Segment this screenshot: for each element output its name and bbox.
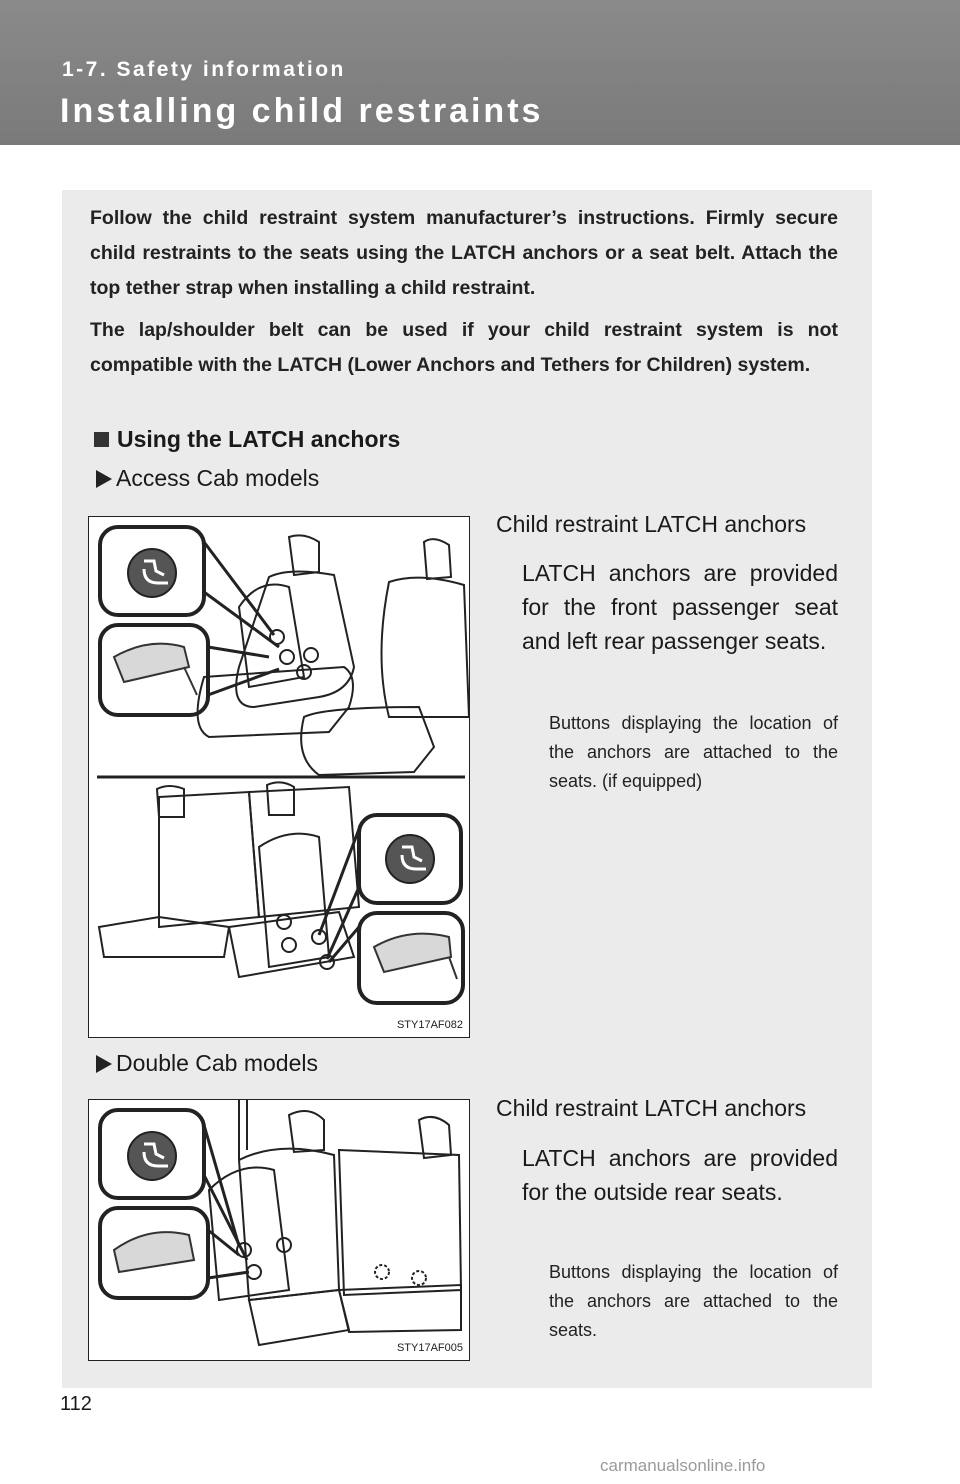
- page-number: 112: [60, 1393, 92, 1415]
- double-cab-seat-illustration: [89, 1100, 469, 1360]
- access-cab-figure: [88, 516, 470, 1038]
- section-label: 1-7. Safety information: [62, 58, 346, 81]
- intro-paragraph: Follow the child restraint system manufacturer’s instructions. Firmly secure child restraints to the seats using the LATCH anchors or a seat belt. Attach the top tether strap when installing a child restraint.: [90, 207, 838, 299]
- subsection-heading: [94, 426, 400, 453]
- intro-paragraph-2: The lap/shoulder belt can be used if your child restraint system is not compatible with the LATCH (Lower Anchors and Tethers for Children) system.: [90, 319, 838, 376]
- figure-code: STY17AF082: [396, 1019, 463, 1031]
- callout-note: Buttons displaying the location of the anchors are attached to the seats. (if equipped): [549, 713, 838, 791]
- double-cab-label: Double Cab models: [96, 1050, 318, 1077]
- latch-button-icon: [128, 1132, 176, 1180]
- triangle-bullet-icon: [96, 1055, 112, 1073]
- callout-title: Child restraint LATCH anchors: [496, 1095, 807, 1121]
- chapter-header: [0, 0, 960, 145]
- square-bullet-icon: [94, 432, 109, 447]
- figure-code: STY17AF005: [396, 1342, 463, 1354]
- page-title: Installing child restraints: [60, 92, 544, 130]
- access-cab-seat-illustration: [89, 517, 469, 1037]
- callout-body: LATCH anchors are provided for the outside rear seats.: [522, 1145, 838, 1205]
- callout-body: LATCH anchors are provided for the front passenger seat and left rear passenger seats.: [522, 560, 838, 654]
- access-cab-label: Access Cab models: [96, 465, 319, 492]
- double-cab-figure: [88, 1099, 470, 1361]
- callout-note: Buttons displaying the location of the anchors are attached to the seats.: [549, 1262, 838, 1340]
- subsection-title: Using the LATCH anchors: [117, 426, 401, 452]
- callout-title: Child restraint LATCH anchors: [496, 511, 807, 537]
- watermark: carmanualsonline.info: [600, 1456, 766, 1475]
- triangle-bullet-icon: [96, 470, 112, 488]
